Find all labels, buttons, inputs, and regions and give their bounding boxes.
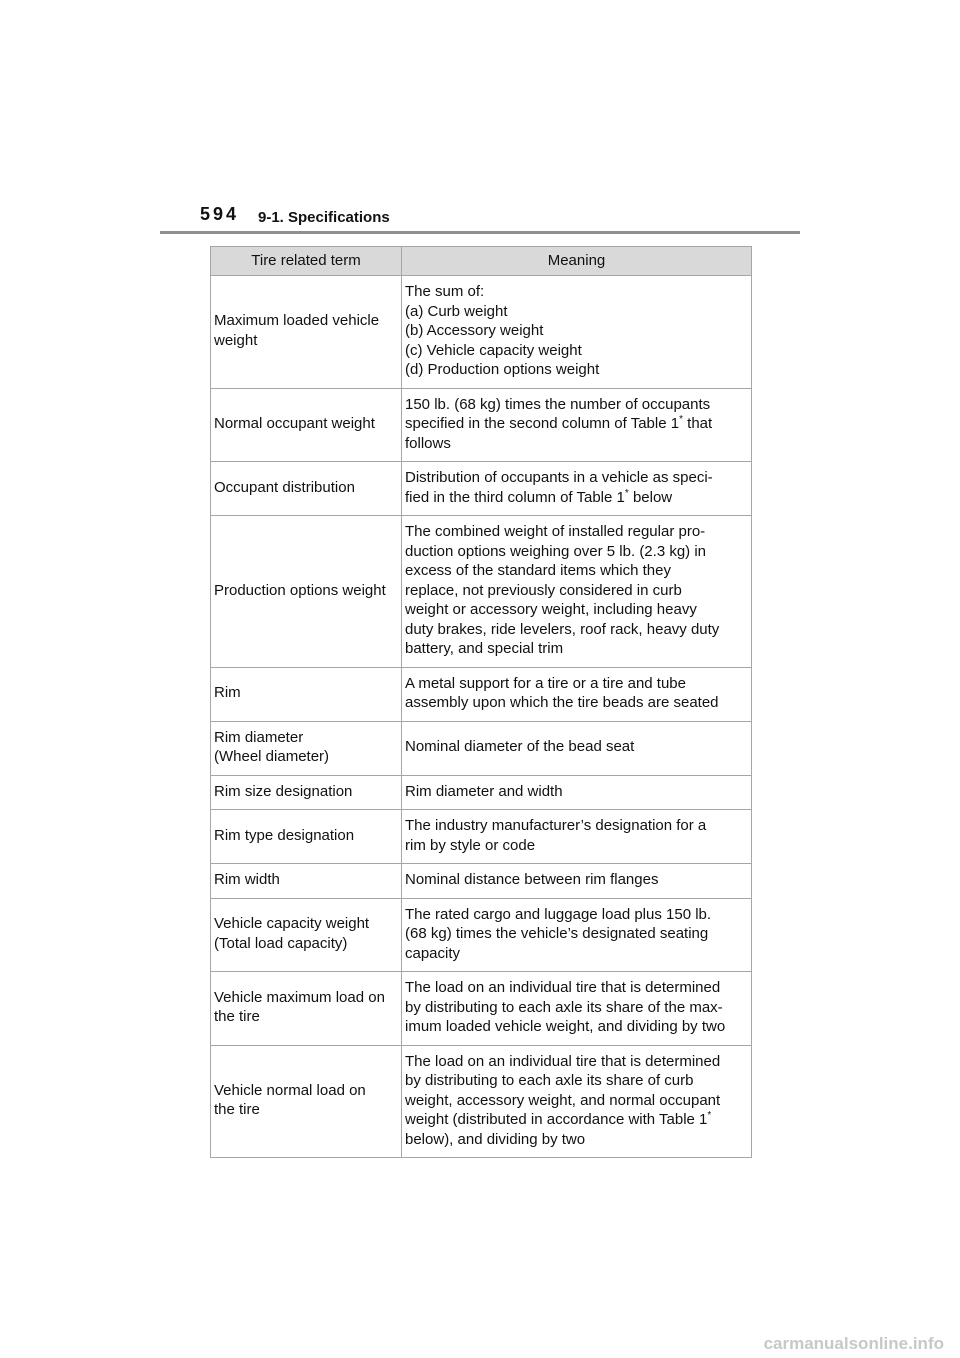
table-row xyxy=(211,1045,752,1158)
meaning-line: The sum of: xyxy=(405,283,485,300)
term-line: Rim size designation xyxy=(214,782,353,800)
meaning-line: The industry manufacturer’s designation for a xyxy=(405,817,707,834)
meaning-line: replace, not previously considered in curb xyxy=(405,581,682,599)
page-header xyxy=(160,204,800,234)
meaning-line: Rim diameter and width xyxy=(405,782,563,800)
term-line: Rim type designation xyxy=(214,826,355,844)
page-number: 594 xyxy=(200,204,240,224)
term-line: Rim xyxy=(214,684,241,702)
table-row xyxy=(211,516,752,668)
meaning-line: (a) Curb weight xyxy=(405,302,508,320)
footnote-mark: * xyxy=(679,414,683,425)
term-line: Occupant distribution xyxy=(214,478,355,496)
meaning-cell xyxy=(402,864,752,899)
tire-terms-table xyxy=(210,246,752,1158)
term-cell xyxy=(211,898,402,972)
term-line: Vehicle maximum load on xyxy=(214,988,385,1006)
column-header-term: Tire related term xyxy=(211,247,402,276)
term-line: Production options weight xyxy=(214,581,386,599)
meaning-line: excess of the standard items which they xyxy=(405,562,671,579)
meaning-line: 150 lb. (68 kg) times the number of occupants xyxy=(405,395,711,413)
table-row xyxy=(211,388,752,462)
term-cell xyxy=(211,667,402,721)
watermark: carmanualsonline.info xyxy=(763,1334,944,1353)
meaning-cell xyxy=(402,388,752,462)
table-row xyxy=(211,462,752,516)
term-cell xyxy=(211,864,402,899)
meaning-line: weight or accessory weight, including heavy xyxy=(405,601,697,618)
meaning-line: (68 kg) times the vehicle’s designated seating xyxy=(405,925,709,942)
meaning-line: by distributing to each axle its share of curb xyxy=(405,1072,694,1089)
meaning-line: The load on an individual tire that is determined xyxy=(405,979,721,996)
meaning-line: (d) Production options weight xyxy=(405,361,600,378)
term-line: (Total load capacity) xyxy=(214,934,348,952)
meaning-line: assembly upon which the tire beads are seated xyxy=(405,694,719,711)
term-line: Rim width xyxy=(214,871,280,888)
meaning-line: capacity xyxy=(405,944,461,962)
term-line: Maximum loaded vehicle xyxy=(214,312,380,330)
term-line: Rim diameter xyxy=(214,728,304,746)
meaning-line: A metal support for a tire or a tire and tube xyxy=(405,674,686,692)
term-cell xyxy=(211,972,402,1046)
meaning-line: by distributing to each axle its share of the max- xyxy=(405,998,723,1016)
term-line: Normal occupant weight xyxy=(214,415,375,432)
meaning-line: specified in the second column of Table 1* that xyxy=(405,414,713,432)
term-cell xyxy=(211,721,402,775)
term-cell xyxy=(211,276,402,389)
footnote-mark: * xyxy=(707,1110,712,1121)
meaning-line: duction options weighing over 5 lb. (2.3 kg) in xyxy=(405,542,707,560)
meaning-cell xyxy=(402,667,752,721)
meaning-line: Nominal diameter of the bead seat xyxy=(405,738,635,756)
meaning-line: Distribution of occupants in a vehicle as speci- xyxy=(405,469,713,486)
table-row xyxy=(211,721,752,775)
meaning-line: (b) Accessory weight xyxy=(405,322,544,339)
meaning-line: weight (distributed in accordance with Table 1* xyxy=(405,1110,712,1128)
meaning-line: battery, and special trim xyxy=(405,640,564,657)
meaning-cell xyxy=(402,516,752,668)
meaning-cell xyxy=(402,721,752,775)
section-title: 9-1. Specifications xyxy=(258,209,390,226)
term-line: Vehicle capacity weight xyxy=(214,915,370,933)
meaning-line: The load on an individual tire that is determined xyxy=(405,1052,721,1070)
term-cell xyxy=(211,516,402,668)
meaning-line: The rated cargo and luggage load plus 150 lb. xyxy=(405,905,712,923)
meaning-cell xyxy=(402,810,752,864)
term-cell xyxy=(211,1045,402,1158)
meaning-line: The combined weight of installed regular pro- xyxy=(405,523,706,540)
table-row xyxy=(211,276,752,389)
term-line: (Wheel diameter) xyxy=(214,748,330,765)
term-line: weight xyxy=(214,331,258,349)
table-row xyxy=(211,775,752,810)
meaning-line: rim by style or code xyxy=(405,836,536,854)
term-line: the tire xyxy=(214,1008,260,1026)
meaning-line: (c) Vehicle capacity weight xyxy=(405,341,582,359)
table-row xyxy=(211,972,752,1046)
term-line: Vehicle normal load on xyxy=(214,1081,366,1099)
meaning-cell xyxy=(402,276,752,389)
table-row xyxy=(211,667,752,721)
term-line: the tire xyxy=(214,1101,260,1119)
meaning-cell xyxy=(402,898,752,972)
footnote-mark: * xyxy=(624,487,629,499)
meaning-line: Nominal distance between rim flanges xyxy=(405,871,659,888)
table-row xyxy=(211,810,752,864)
column-header-meaning: Meaning xyxy=(402,247,752,276)
meaning-line: follows xyxy=(405,434,451,452)
term-cell xyxy=(211,462,402,516)
meaning-cell xyxy=(402,775,752,810)
meaning-cell xyxy=(402,462,752,516)
meaning-line: imum loaded vehicle weight, and dividing by two xyxy=(405,1018,726,1035)
meaning-line: weight, accessory weight, and normal occupant xyxy=(405,1091,721,1109)
term-cell xyxy=(211,810,402,864)
table-row xyxy=(211,864,752,899)
term-cell xyxy=(211,775,402,810)
meaning-line: duty brakes, ride levelers, roof rack, heavy duty xyxy=(405,620,720,638)
meaning-cell xyxy=(402,972,752,1046)
meaning-line: fied in the third column of Table 1* below xyxy=(405,487,673,506)
meaning-cell xyxy=(402,1045,752,1158)
table-row xyxy=(211,898,752,972)
table-header-row xyxy=(211,247,752,276)
term-cell xyxy=(211,388,402,462)
meaning-line: below), and dividing by two xyxy=(405,1130,586,1148)
